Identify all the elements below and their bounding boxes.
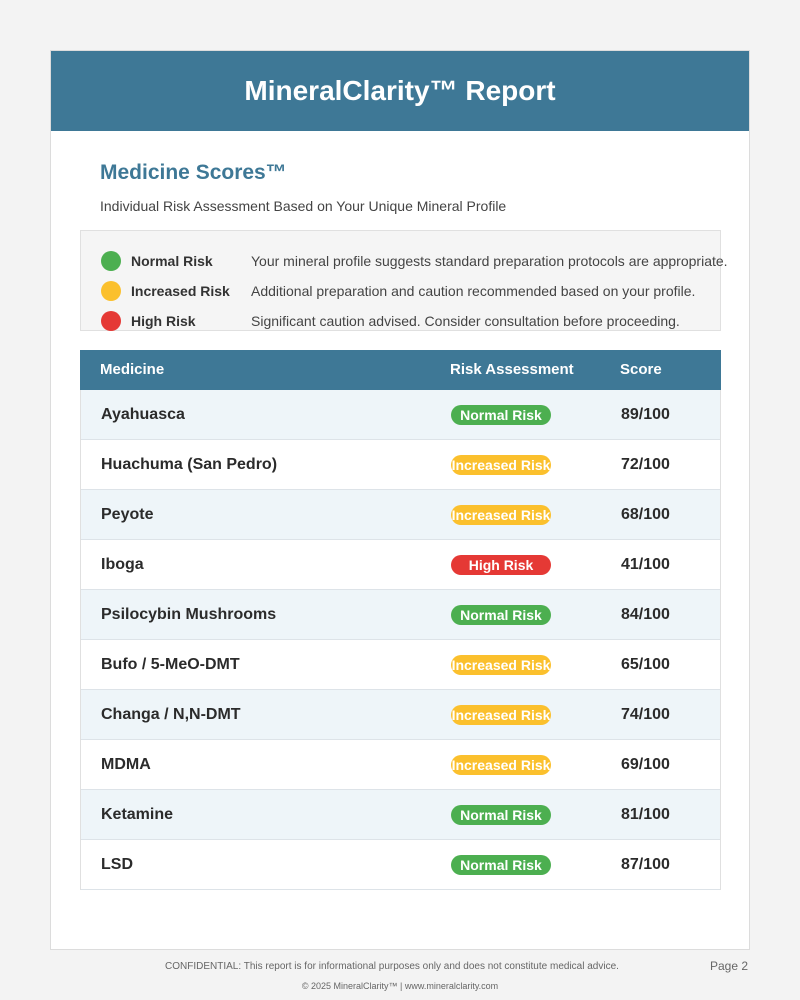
section-subtitle: Individual Risk Assessment Based on Your Unique Mineral Profile — [100, 198, 507, 214]
table-row — [81, 390, 720, 440]
risk-badge: Increased Risk — [451, 457, 551, 473]
medicine-scores-table — [80, 350, 721, 890]
score-value: 74/100 — [621, 706, 670, 723]
medicine-name: LSD — [101, 856, 133, 873]
table-row — [81, 490, 720, 540]
green-dot-icon — [101, 251, 121, 271]
score-value: 84/100 — [621, 606, 670, 623]
medicine-name: Psilocybin Mushrooms — [101, 606, 277, 623]
yellow-dot-icon — [101, 281, 121, 301]
score-value: 65/100 — [621, 656, 670, 673]
risk-legend — [80, 230, 728, 331]
legend-label: Increased Risk — [131, 283, 230, 299]
medicine-name: Ayahuasca — [101, 406, 185, 423]
red-dot-icon — [101, 311, 121, 331]
risk-badge: Increased Risk — [451, 757, 551, 773]
table-row — [81, 440, 720, 490]
risk-badge: Normal Risk — [451, 855, 551, 875]
page-number: Page 2 — [710, 959, 749, 973]
score-value: 72/100 — [621, 456, 670, 473]
column-header-risk: Risk Assessment — [450, 361, 574, 378]
medicine-name: Peyote — [101, 506, 154, 523]
table-row — [81, 740, 720, 790]
report-page — [50, 50, 750, 950]
table-row — [81, 690, 720, 740]
confidential-note: CONFIDENTIAL: This report is for informational purposes only and does not constitute medical advice. — [165, 961, 619, 972]
table-header — [80, 350, 721, 390]
section-title: Medicine Scores™ — [100, 161, 287, 184]
score-value: 68/100 — [621, 506, 670, 523]
medicine-name: MDMA — [101, 756, 151, 773]
medicine-name: Huachuma (San Pedro) — [101, 456, 278, 473]
legend-description: Additional preparation and caution recommended based on your profile. — [251, 283, 696, 299]
risk-badge: Normal Risk — [451, 405, 551, 425]
table-row — [81, 840, 720, 890]
medicine-name: Changa / N,N-DMT — [101, 706, 241, 723]
table-row — [81, 590, 720, 640]
legend-description: Your mineral profile suggests standard preparation protocols are appropriate. — [251, 253, 728, 269]
copyright-line: © 2025 MineralClarity™ | www.mineralclarity.com — [301, 981, 499, 991]
report-title: MineralClarity™ Report — [244, 75, 556, 106]
score-value: 69/100 — [621, 756, 670, 773]
risk-badge: Normal Risk — [451, 805, 551, 825]
legend-item-high — [101, 310, 680, 332]
report-header-banner — [51, 51, 749, 131]
table-row — [81, 790, 720, 840]
table-row — [81, 540, 720, 590]
score-value: 87/100 — [621, 856, 670, 873]
column-header-medicine: Medicine — [100, 361, 165, 378]
score-value: 81/100 — [621, 806, 670, 823]
score-value: 89/100 — [621, 406, 670, 423]
medicine-name: Ketamine — [101, 806, 174, 823]
score-value: 41/100 — [621, 556, 670, 573]
legend-item-increased — [101, 280, 696, 302]
column-header-score: Score — [620, 361, 662, 378]
legend-label: Normal Risk — [131, 253, 213, 269]
risk-badge: Increased Risk — [451, 507, 551, 523]
medicine-name: Iboga — [101, 556, 144, 573]
legend-label: High Risk — [131, 313, 196, 329]
risk-badge: Increased Risk — [451, 657, 551, 673]
legend-item-normal — [101, 250, 728, 272]
medicine-name: Bufo / 5-MeO-DMT — [101, 656, 240, 673]
table-row — [81, 640, 720, 690]
table-body — [80, 390, 721, 890]
legend-description: Significant caution advised. Consider consultation before proceeding. — [251, 313, 680, 329]
risk-badge: High Risk — [451, 555, 551, 575]
risk-badge: Increased Risk — [451, 707, 551, 723]
risk-badge: Normal Risk — [451, 605, 551, 625]
